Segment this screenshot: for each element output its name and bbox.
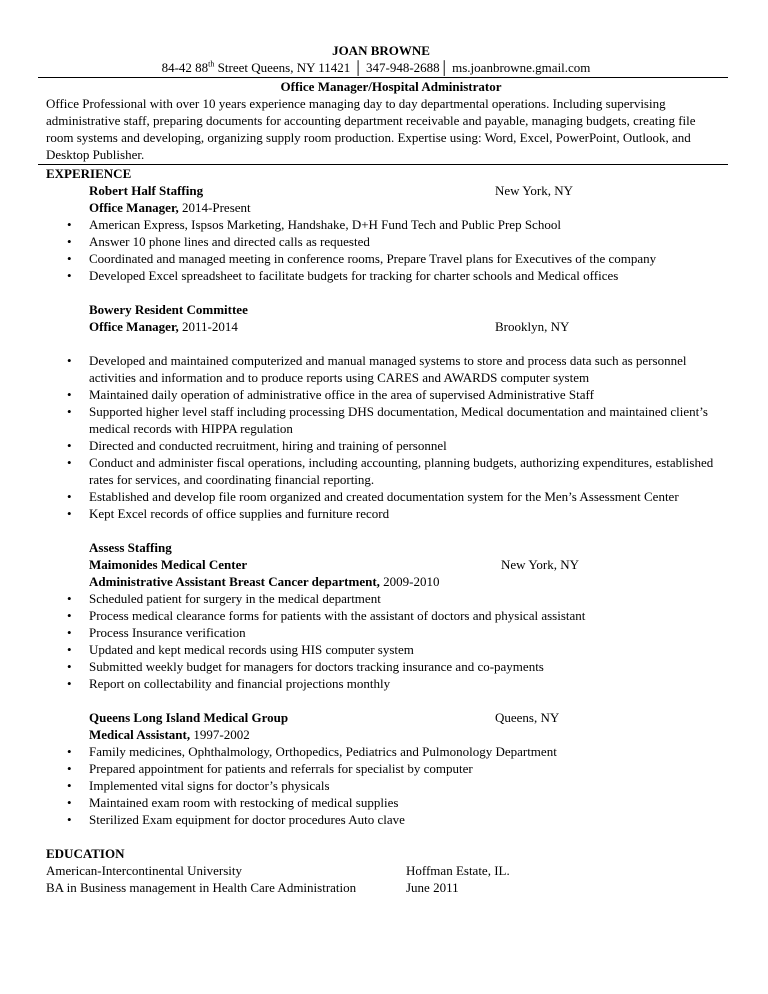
location: New York, NY: [495, 183, 574, 198]
dates: 1997-2002: [190, 727, 250, 742]
bullet-list: [46, 216, 726, 284]
separator: │: [353, 60, 363, 75]
job-entry: [89, 539, 726, 590]
job-entry: [89, 709, 726, 743]
list-item: • Implemented vital signs for doctor’s physicals: [46, 777, 726, 794]
experience-heading: EXPERIENCE: [46, 166, 132, 181]
dates: 2014-Present: [178, 200, 251, 215]
company: Maimonides Medical Center: [89, 557, 248, 572]
dates: 2009-2010: [379, 574, 440, 589]
list-item: • Scheduled patient for surgery in the medical department: [46, 590, 726, 607]
summary: Office Professional with over 10 years experience managing day to day departmental operations. Including supervising administrative staff, preparing documents for accounting department receivable and payable, managing budgets, creating file room systems and developing, organizing supply room production. Expertise using: Word, Excel, PowerPoint, Outlook, and Desktop Publisher.: [46, 96, 696, 162]
dates: 2011-2014: [178, 319, 238, 334]
list-item: • Kept Excel records of office supplies and furniture record: [46, 505, 726, 522]
role: Office Manager,: [89, 319, 179, 334]
job-entry: [89, 301, 726, 335]
list-item: • Sterilized Exam equipment for doctor procedures Auto clave: [46, 811, 726, 828]
list-item: • Maintained daily operation of administrative office in the area of supervised Administrative Staff: [46, 386, 726, 403]
list-item: • Submitted weekly budget for managers for doctors tracking insurance and co-payments: [46, 658, 726, 675]
contact-line: [26, 59, 726, 76]
education-entry: [46, 862, 726, 879]
company: Bowery Resident Committee: [89, 302, 248, 317]
location: Brooklyn, NY: [495, 319, 570, 334]
job-entry: [89, 182, 726, 216]
list-item: • Maintained exam room with restocking of medical supplies: [46, 794, 726, 811]
degree: BA in Business management in Health Care Administration: [46, 880, 357, 895]
list-item: • Coordinated and managed meeting in conference rooms, Prepare Travel plans for Executives of the company: [46, 250, 726, 267]
email: ms.joanbrowne.gmail.com: [452, 60, 591, 75]
list-item: • Developed and maintained computerized and manual managed systems to store and process data such as personnel activities and information and to produce reports using CARES and AWARDS computer system: [46, 352, 726, 386]
location: New York, NY: [501, 557, 580, 572]
list-item: • Updated and kept medical records using HIS computer system: [46, 641, 726, 658]
role: Administrative Assistant Breast Cancer department,: [89, 574, 380, 589]
company: Robert Half Staffing: [89, 183, 204, 198]
graduation-date: June 2011: [406, 880, 459, 895]
list-item: • Directed and conducted recruitment, hiring and training of personnel: [46, 437, 726, 454]
bullet-list: [46, 352, 726, 522]
list-item: • American Express, Ispsos Marketing, Handshake, D+H Fund Tech and Public Prep School: [46, 216, 726, 233]
list-item: • Process Insurance verification: [46, 624, 726, 641]
candidate-name: JOAN BROWNE: [332, 43, 430, 58]
separator: │: [439, 60, 449, 75]
list-item: • Conduct and administer fiscal operations, including accounting, planning budgets, authorizing expenditures, established rates for services, and coordinating financial reporting.: [46, 454, 726, 488]
school: American-Intercontinental University: [46, 863, 243, 878]
address: 84-42 88th Street Queens, NY 11421: [161, 59, 351, 75]
agency: Assess Staffing: [89, 540, 172, 555]
job-title: Office Manager/Hospital Administrator: [280, 79, 502, 94]
list-item: • Supported higher level staff including processing DHS documentation, Medical documentation and maintained client’s medical records with HIPPA regulation: [46, 403, 726, 437]
list-item: • Developed Excel spreadsheet to facilitate budgets for tracking for charter schools and Medical offices: [46, 267, 726, 284]
education-heading: EDUCATION: [46, 846, 125, 861]
role: Office Manager,: [89, 200, 179, 215]
school-location: Hoffman Estate, IL.: [406, 863, 510, 878]
resume-page: [46, 42, 726, 896]
list-item: • Prepared appointment for patients and referrals for specialist by computer: [46, 760, 726, 777]
company: Queens Long Island Medical Group: [89, 710, 289, 725]
list-item: • Report on collectability and financial projections monthly: [46, 675, 726, 692]
list-item: • Answer 10 phone lines and directed calls as requested: [46, 233, 726, 250]
role: Medical Assistant,: [89, 727, 191, 742]
phone: 347-948-2688: [366, 60, 440, 75]
list-item: • Established and develop file room organized and created documentation system for the Men’s Assessment Center: [46, 488, 726, 505]
location: Queens, NY: [495, 710, 560, 725]
list-item: • Process medical clearance forms for patients with the assistant of doctors and physical assistant: [46, 607, 726, 624]
education-entry: [46, 879, 726, 896]
bullet-list: [46, 743, 726, 828]
list-item: • Family medicines, Ophthalmology, Orthopedics, Pediatrics and Pulmonology Department: [46, 743, 726, 760]
bullet-list: [46, 590, 726, 692]
